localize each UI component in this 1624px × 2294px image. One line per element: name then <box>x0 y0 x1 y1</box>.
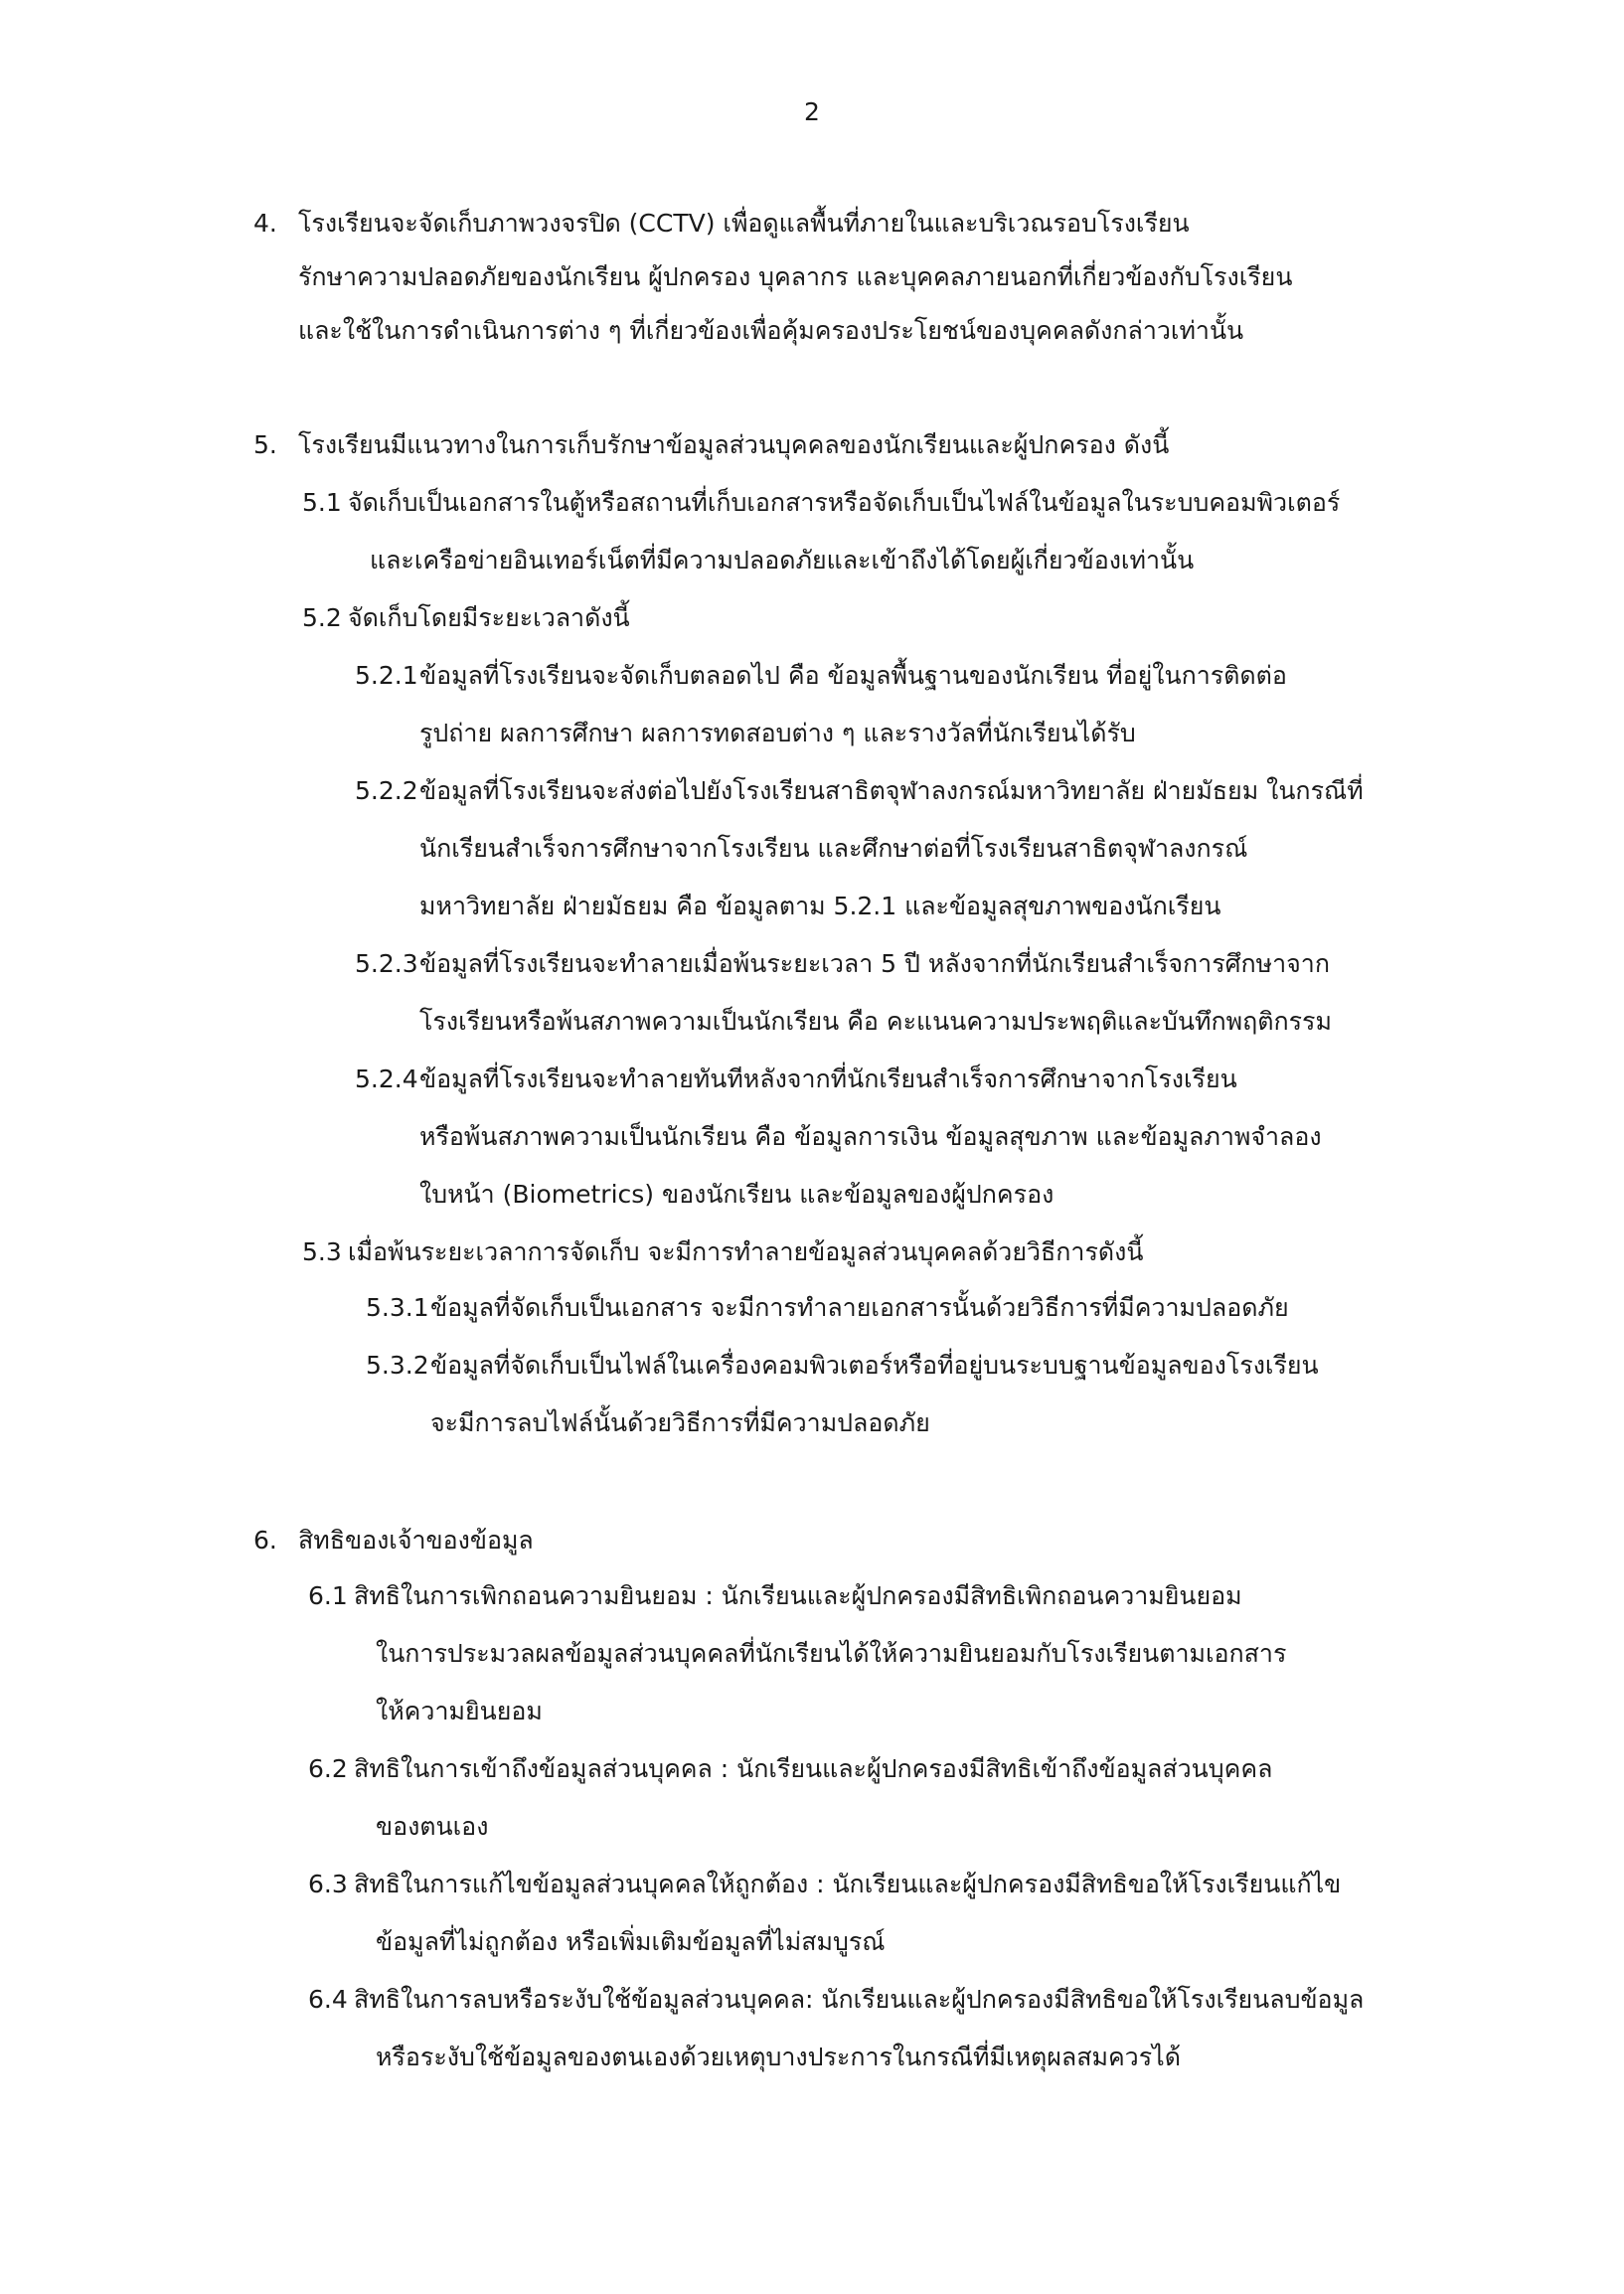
list-item-6-4 <box>308 1983 1364 2017</box>
text-line: นักเรียนสำเร็จการศึกษาจากโรงเรียน และศึกษาต่อที่โรงเรียนสาธิตจุฬาลงกรณ์ <box>419 834 1248 863</box>
list-item-6-3 <box>308 1868 1341 1901</box>
text-line: ในการประมวลผลข้อมูลส่วนบุคคลที่นักเรียนได้ให้ความยินยอมกับโรงเรียนตามเอกสาร <box>376 1639 1287 1668</box>
item-text: เมื่อพ้นระยะเวลาการจัดเก็บ จะมีการทำลายข้อมูลส่วนบุคคลด้วยวิธีการดังนี้ <box>348 1237 1144 1266</box>
text-line: มหาวิทยาลัย ฝ่ายมัธยม คือ ข้อมูลตาม 5.2.1 และข้อมูลสุขภาพของนักเรียน <box>419 892 1221 920</box>
item-number: 6.1 <box>308 1581 348 1610</box>
item-text: จัดเก็บเป็นเอกสารในตู้หรือสถานที่เก็บเอกสารหรือจัดเก็บเป็นไฟล์ในข้อมูลในระบบคอมพิวเตอร์ <box>348 488 1341 517</box>
text-line: และใช้ในการดำเนินการต่าง ๆ ที่เกี่ยวข้องเพื่อคุ้มครองประโยชน์ของบุคคลดังกล่าวเท่านั้น <box>298 316 1244 345</box>
list-item-6 <box>253 1524 534 1557</box>
item-number: 6. <box>253 1526 277 1555</box>
text-line: ของตนเอง <box>376 1812 489 1841</box>
list-item-5 <box>253 428 1169 462</box>
item-number: 6.2 <box>308 1754 348 1783</box>
item-text: ข้อมูลที่โรงเรียนจะส่งต่อไปยังโรงเรียนสาธิตจุฬาลงกรณ์มหาวิทยาลัย ฝ่ายมัธยม ในกรณีที่ <box>419 776 1364 805</box>
list-item-6-1 <box>308 1579 1242 1613</box>
item-text: ข้อมูลที่จัดเก็บเป็นไฟล์ในเครื่องคอมพิวเตอร์หรือที่อยู่บนระบบฐานข้อมูลของโรงเรียน <box>430 1351 1319 1380</box>
item-number: 5.2.1 <box>355 661 418 690</box>
text-line: จะมีการลบไฟล์นั้นด้วยวิธีการที่มีความปลอดภัย <box>430 1408 930 1437</box>
item-text: สิทธิในการลบหรือระงับใช้ข้อมูลส่วนบุคคล: นักเรียนและผู้ปกครองมีสิทธิขอให้โรงเรียนลบข้อมูล <box>354 1985 1365 2014</box>
item-text: ข้อมูลที่จัดเก็บเป็นเอกสาร จะมีการทำลายเอกสารนั้นด้วยวิธีการที่มีความปลอดภัย <box>430 1293 1289 1322</box>
list-item-5-3 <box>302 1235 1143 1269</box>
item-number: 4. <box>253 209 277 238</box>
item-number: 5.2.2 <box>355 776 418 805</box>
page-number: 2 <box>804 97 820 126</box>
item-text: สิทธิในการเข้าถึงข้อมูลส่วนบุคคล : นักเรียนและผู้ปกครองมีสิทธิเข้าถึงข้อมูลส่วนบุคคล <box>354 1754 1273 1783</box>
list-item-5-2-1 <box>355 659 1287 693</box>
item-number: 5.2.4 <box>355 1065 418 1093</box>
item-text: โรงเรียนจะจัดเก็บภาพวงจรปิด (CCTV) เพื่อดูแลพื้นที่ภายในและบริเวณรอบโรงเรียน <box>298 209 1190 238</box>
text-line: ให้ความยินยอม <box>376 1697 543 1725</box>
list-item-5-2-3 <box>355 947 1330 981</box>
item-number: 5. <box>253 430 277 459</box>
item-text: ข้อมูลที่โรงเรียนจะทำลายเมื่อพ้นระยะเวลา 5 ปี หลังจากที่นักเรียนสำเร็จการศึกษาจาก <box>419 949 1330 978</box>
list-item-5-1 <box>302 486 1340 520</box>
text-line: รูปถ่าย ผลการศึกษา ผลการทดสอบต่าง ๆ และรางวัลที่นักเรียนได้รับ <box>419 719 1136 747</box>
text-line: โรงเรียนหรือพ้นสภาพความเป็นนักเรียน คือ คะแนนความประพฤติและบันทึกพฤติกรรม <box>419 1007 1332 1036</box>
item-number: 5.3.2 <box>366 1351 429 1380</box>
text-line: หรือพ้นสภาพความเป็นนักเรียน คือ ข้อมูลการเงิน ข้อมูลสุขภาพ และข้อมูลภาพจำลอง <box>419 1122 1322 1151</box>
item-number: 6.4 <box>308 1985 348 2014</box>
item-number: 5.3 <box>302 1237 342 1266</box>
text-line: ใบหน้า (Biometrics) ของนักเรียน และข้อมูลของผู้ปกครอง <box>419 1180 1055 1209</box>
item-number: 5.2.3 <box>355 949 418 978</box>
list-item-6-2 <box>308 1752 1272 1786</box>
item-text: จัดเก็บโดยมีระยะเวลาดังนี้ <box>348 603 630 632</box>
item-number: 5.2 <box>302 603 342 632</box>
list-item-4 <box>253 207 1190 241</box>
item-text: ข้อมูลที่โรงเรียนจะทำลายทันทีหลังจากที่นักเรียนสำเร็จการศึกษาจากโรงเรียน <box>419 1065 1237 1093</box>
item-text: ข้อมูลที่โรงเรียนจะจัดเก็บตลอดไป คือ ข้อมูลพื้นฐานของนักเรียน ที่อยู่ในการติดต่อ <box>419 661 1287 690</box>
item-text: สิทธิของเจ้าของข้อมูล <box>298 1526 534 1555</box>
item-text: สิทธิในการแก้ไขข้อมูลส่วนบุคคลให้ถูกต้อง : นักเรียนและผู้ปกครองมีสิทธิขอให้โรงเรียนแก้ไข <box>354 1870 1342 1898</box>
item-text: สิทธิในการเพิกถอนความยินยอม : นักเรียนและผู้ปกครองมีสิทธิเพิกถอนความยินยอม <box>354 1581 1242 1610</box>
list-item-5-2-4 <box>355 1063 1237 1096</box>
item-number: 5.3.1 <box>366 1293 429 1322</box>
list-item-5-2 <box>302 601 630 635</box>
text-line: รักษาความปลอดภัยของนักเรียน ผู้ปกครอง บุคลากร และบุคคลภายนอกที่เกี่ยวข้องกับโรงเรียน <box>298 262 1293 291</box>
list-item-5-3-1 <box>366 1291 1289 1325</box>
text-line: หรือระงับใช้ข้อมูลของตนเองด้วยเหตุบางประการในกรณีที่มีเหตุผลสมควรได้ <box>376 2043 1181 2071</box>
item-text: โรงเรียนมีแนวทางในการเก็บรักษาข้อมูลส่วนบุคคลของนักเรียนและผู้ปกครอง ดังนี้ <box>298 430 1170 459</box>
list-item-5-2-2 <box>355 774 1364 808</box>
list-item-5-3-2 <box>366 1349 1319 1383</box>
text-line: ข้อมูลที่ไม่ถูกต้อง หรือเพิ่มเติมข้อมูลที่ไม่สมบูรณ์ <box>376 1927 886 1956</box>
item-number: 6.3 <box>308 1870 348 1898</box>
text-line: และเครือข่ายอินเทอร์เน็ตที่มีความปลอดภัยและเข้าถึงได้โดยผู้เกี่ยวข้องเท่านั้น <box>370 546 1195 574</box>
item-number: 5.1 <box>302 488 342 517</box>
